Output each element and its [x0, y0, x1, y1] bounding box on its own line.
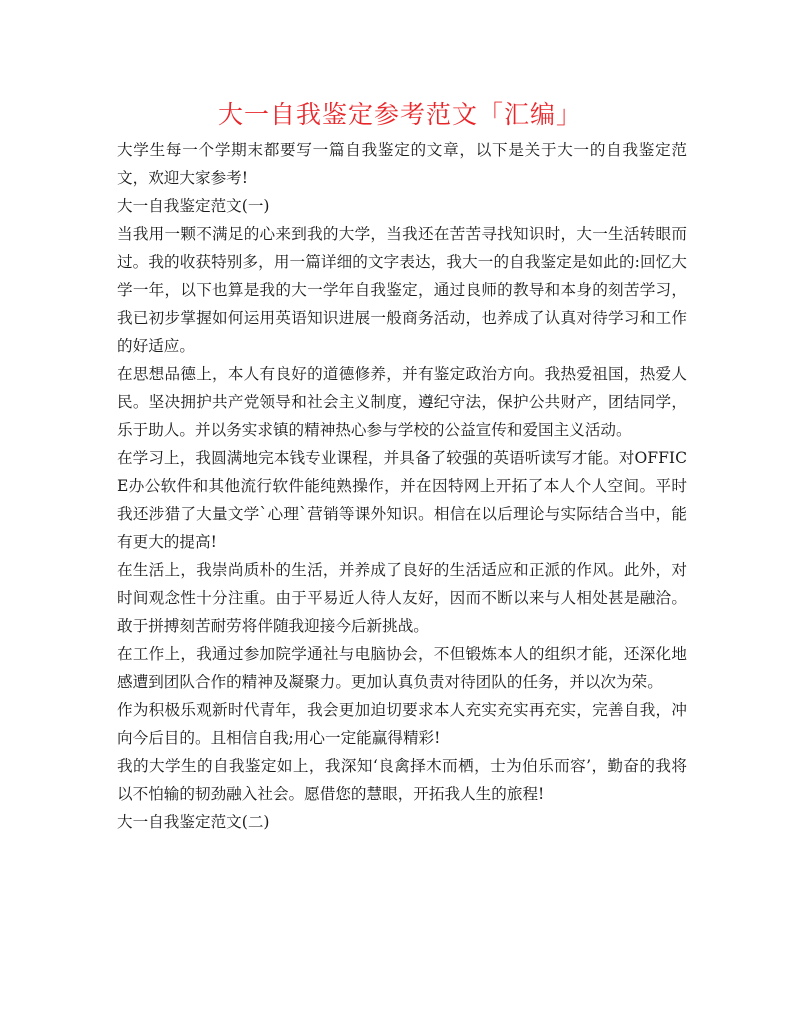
body-paragraph: 在学习上，我圆满地完本钱专业课程，并具备了较强的英语听读写才能。对OFFICE办公软件和其他流行软件能纯熟操作，并在因特网上开拓了本人个人空间。平时我还涉猎了大量文学`心理`营销等课外知识。相信在以后理论与实际结合当中，能有更大的提高! — [117, 449, 687, 551]
document-title: 大一自我鉴定参考范文「汇编」 — [217, 100, 582, 129]
body-paragraph: 在思想品德上，本人有良好的道德修养，并有鉴定政治方向。我热爱祖国，热爱人民。坚决拥护共产党领导和社会主义制度，遵纪守法，保护公共财产，团结同学，乐于助人。并以务实求镇的精神热心参与学校的公益宣传和爱国主义活动。 — [117, 365, 687, 439]
intro-paragraph: 大学生每一个学期末都要写一篇自我鉴定的文章，以下是关于大一的自我鉴定范文，欢迎大家参考! — [117, 141, 687, 187]
section-heading-1: 大一自我鉴定范文(一) — [117, 197, 270, 215]
section-heading-2: 大一自我鉴定范文(二) — [117, 813, 270, 831]
body-paragraph: 在生活上，我崇尚质朴的生活，并养成了良好的生活适应和正派的作风。此外，对时间观念性十分注重。由于平易近人待人友好，因而不断以来与人相处甚是融洽。敢于拼搏刻苦耐劳将伴随我迎接今后新挑战。 — [117, 561, 687, 635]
body-paragraph: 我的大学生的自我鉴定如上，我深知‘良禽择木而栖，士为伯乐而容’，勤奋的我将以不怕输的韧劲融入社会。愿借您的慧眼，开拓我人生的旅程! — [117, 757, 687, 803]
body-paragraph: 作为积极乐观新时代青年，我会更加迫切要求本人充实充实再充实，完善自我，冲向今后目的。且相信自我;用心一定能赢得精彩! — [117, 701, 687, 747]
body-paragraph: 在工作上，我通过参加院学通社与电脑协会，不但锻炼本人的组织才能，还深化地感遭到团队合作的精神及凝聚力。更加认真负责对待团队的任务，并以次为荣。 — [117, 645, 687, 691]
document-body — [117, 136, 687, 836]
body-paragraph: 当我用一颗不满足的心来到我的大学，当我还在苦苦寻找知识时，大一生活转眼而过。我的收获特别多，用一篇详细的文字表达，我大一的自我鉴定是如此的:回忆大学一年，以下也算是我的大一学年自我鉴定，通过良师的教导和本身的刻苦学习，我已初步掌握如何运用英语知识进展一般商务活动，也养成了认真对待学习和工作的好适应。 — [117, 225, 687, 355]
